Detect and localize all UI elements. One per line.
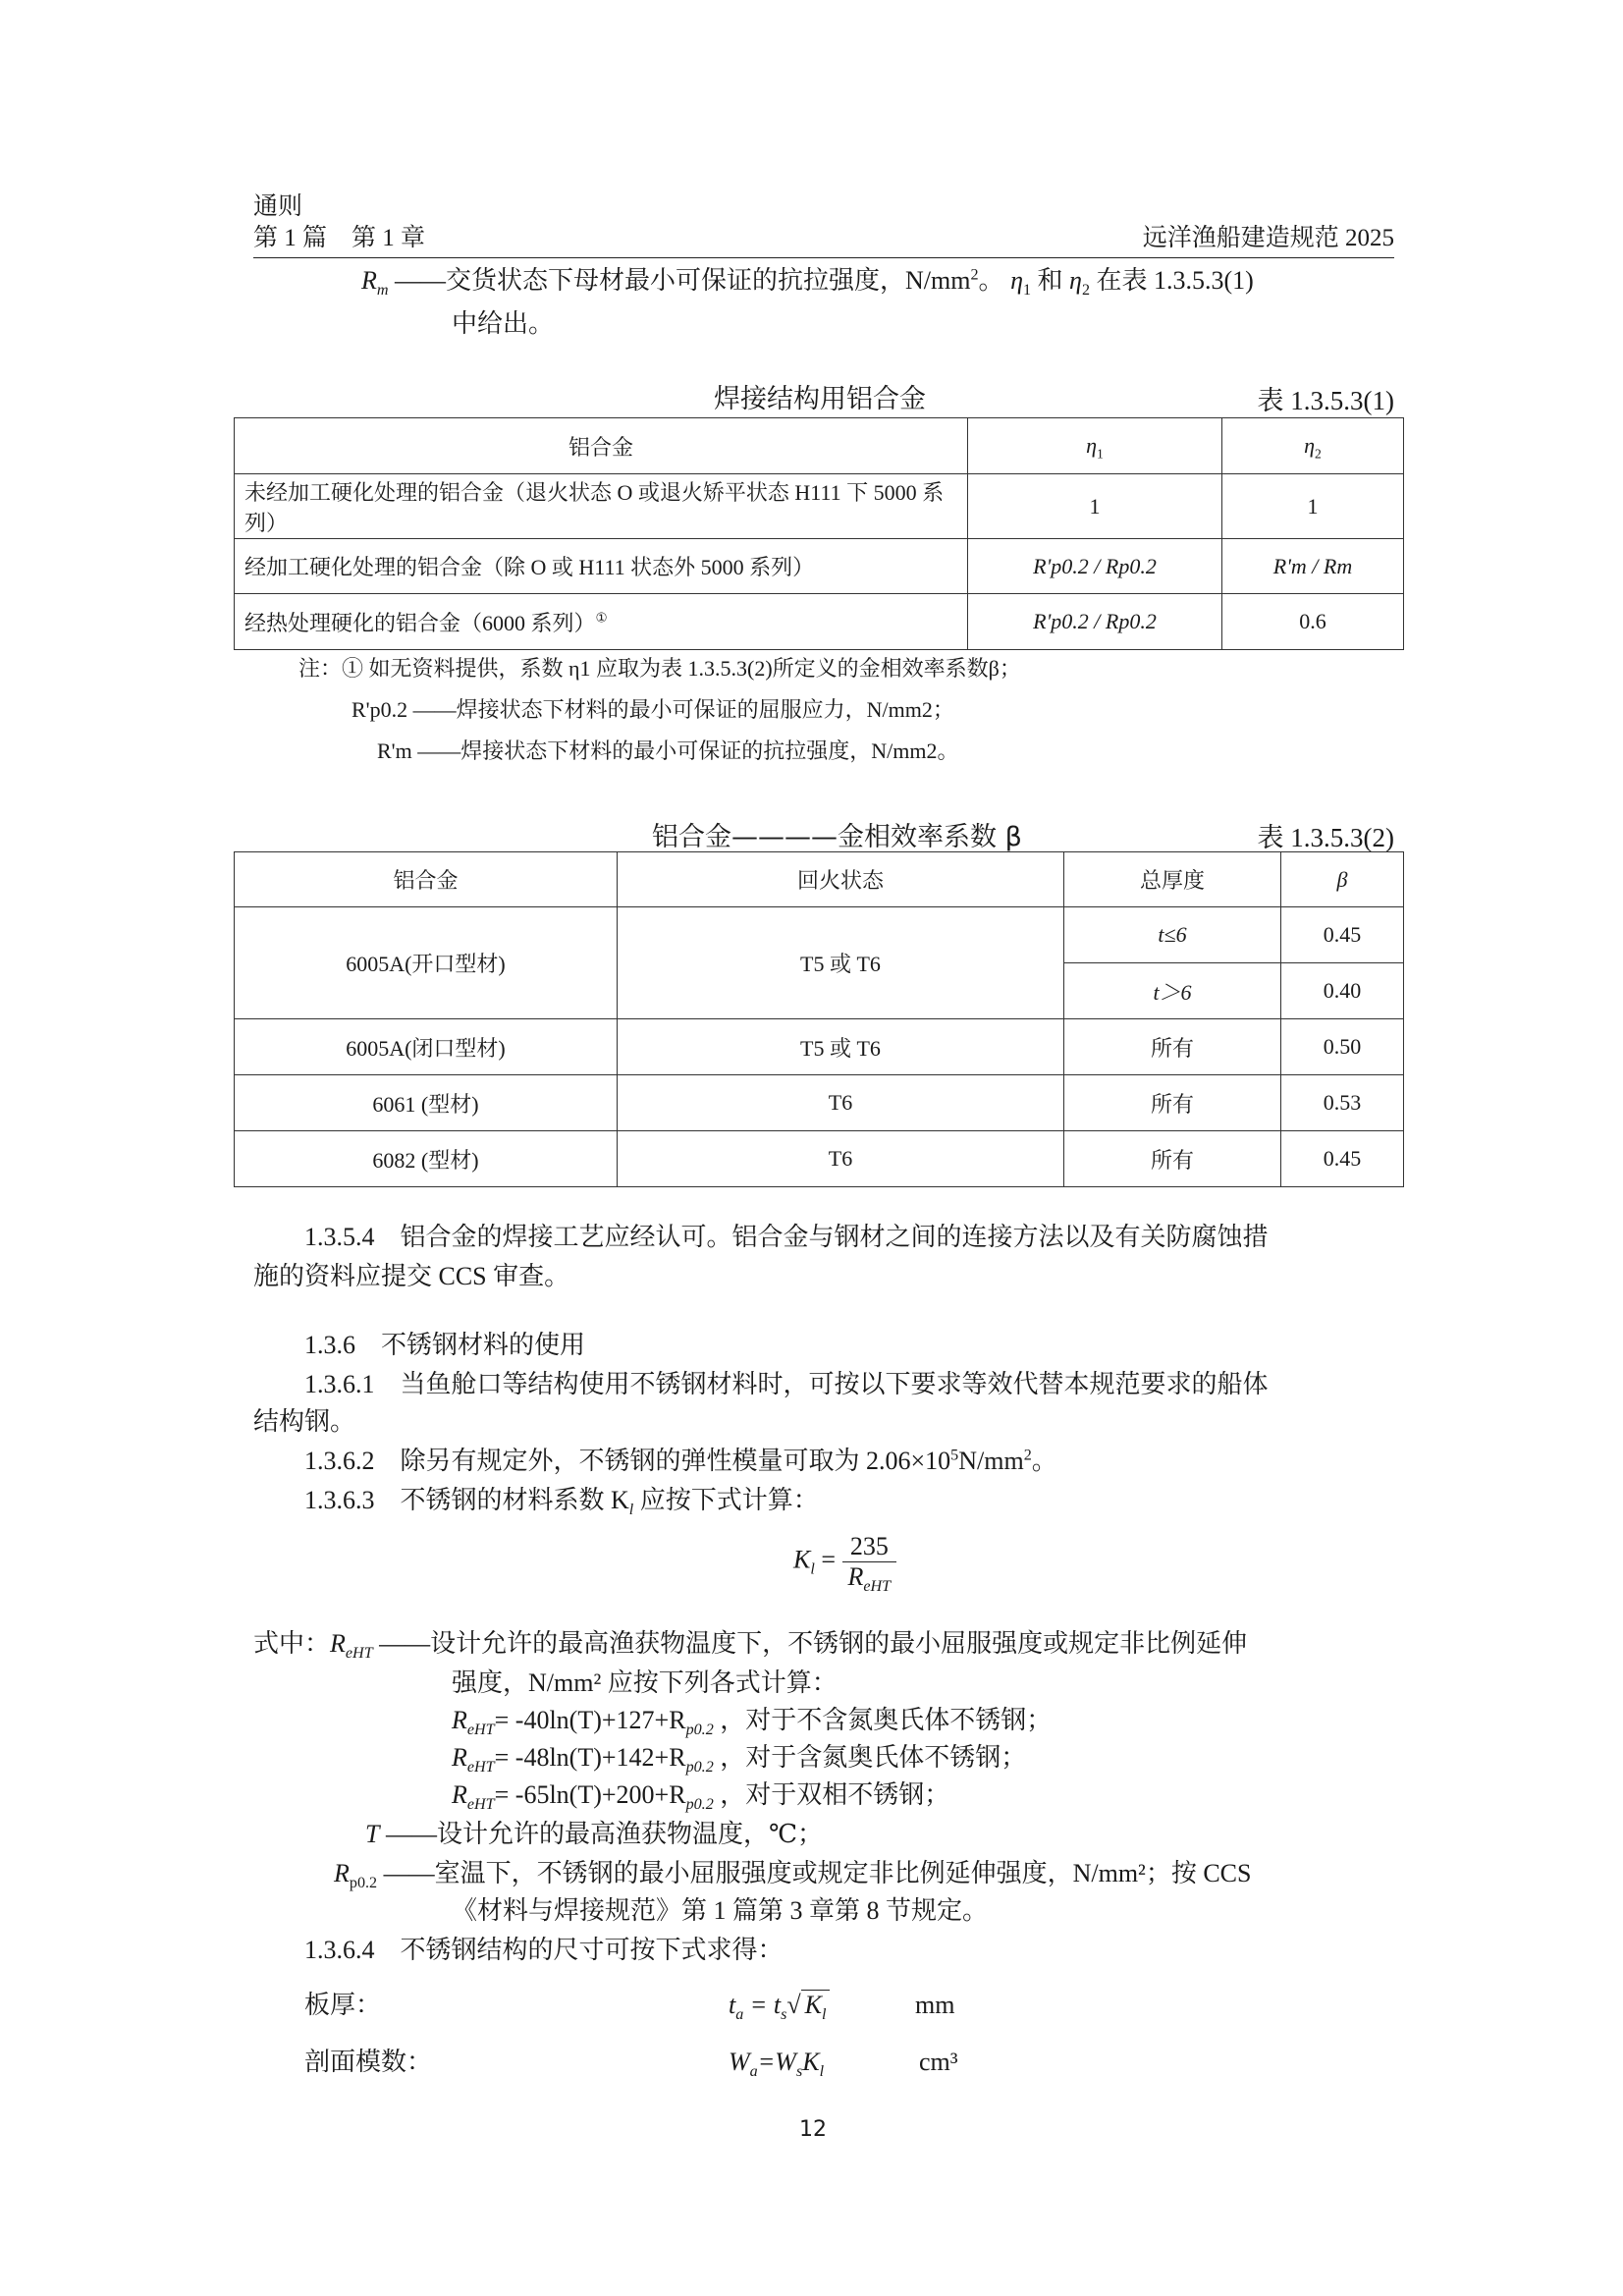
section-1-3-5-4-line2: 施的资料应提交 CCS 审查。 <box>253 1262 570 1290</box>
table-header-row <box>235 418 1404 474</box>
where-reht-line1: 式中：$R_{eHT}$ ——设计允许的最高渔获物温度下，不锈钢的最小屈服强度或规定非比例延伸 <box>253 1629 1248 1663</box>
row-beta: 0.53 <box>1281 1075 1404 1131</box>
table1-note-3: R'm ——焊接状态下材料的最小可保证的抗拉强度，N/mm2。 <box>377 738 959 763</box>
section-modulus-unit: cm³ <box>919 2048 958 2076</box>
table-row <box>235 907 1404 963</box>
section-1-3-6-1-line1: 1.3.6.1 当鱼舱口等结构使用不锈钢材料时，可按以下要求等效代替本规范要求的船体 <box>304 1370 1269 1398</box>
table-welded-aluminium <box>234 417 1404 650</box>
row-name: 经热处理硬化的铝合金（6000 系列）① <box>235 594 968 650</box>
table-row <box>235 1131 1404 1187</box>
row-eta2: R'm / Rm <box>1222 539 1404 594</box>
header-cell: 总厚度 <box>1064 852 1281 907</box>
formula-fraction: $\frac{235}{R_{eHT}}$ <box>842 1532 897 1592</box>
table-row <box>235 1019 1404 1075</box>
row-temper: T5 或 T6 <box>618 907 1064 1019</box>
header-cell-eta1: $\eta_1$ <box>968 418 1222 474</box>
header-cell: 铝合金 <box>235 852 618 907</box>
book-title: 远洋渔船建造规范 2025 <box>1142 225 1394 251</box>
part-label: 通则 <box>253 193 303 220</box>
where-t: T ——设计允许的最高渔获物温度，℃； <box>365 1820 824 1848</box>
header-cell: 回火状态 <box>618 852 1064 907</box>
equation-row: $R_{eHT}= -40\ln(T)+127+R_{p0.2}$ ，对于不含氮奥氏体不锈钢； <box>452 1706 1053 1739</box>
section-modulus-formula: $W_a=W_sK_l$ <box>729 2048 825 2081</box>
table-row <box>235 594 1404 650</box>
table-row <box>235 1075 1404 1131</box>
row-name: 经加工硬化处理的铝合金（除 O 或 H111 状态外 5000 系列） <box>235 539 968 594</box>
row-alloy: 6005A(开口型材) <box>235 907 618 1019</box>
equation-row: $R_{eHT}= -48\ln(T)+142+R_{p0.2}$ ，对于含氮奥氏体不锈钢； <box>452 1743 1027 1777</box>
intro-line2: 中给出。 <box>452 309 555 338</box>
row-thickness: t＞6 <box>1064 963 1281 1019</box>
page-number: 12 <box>799 2117 827 2142</box>
table1-note-1: 注：① 如无资料提供，系数 η1 应取为表 1.3.5.3(2)所定义的金相效率系数β； <box>298 656 1021 681</box>
section-modulus-label: 剖面模数： <box>304 2048 433 2076</box>
table2-title: 铝合金————金相效率系数 β <box>652 822 1022 852</box>
section-1-3-6-1-line2: 结构钢。 <box>253 1407 356 1436</box>
table2-number: 表 1.3.5.3(2) <box>1257 823 1394 852</box>
table-row <box>235 539 1404 594</box>
row-alloy: 6082 (型材) <box>235 1131 618 1187</box>
table1-title: 焊接结构用铝合金 <box>714 384 926 414</box>
row-eta1: R'p0.2 / Rp0.2 <box>968 539 1222 594</box>
formula-kl: $K_l$ = $\frac{235}{R_{eHT}}$ <box>793 1532 896 1592</box>
row-eta2: 0.6 <box>1222 594 1404 650</box>
chapter-label: 第 1 篇 第 1 章 <box>253 225 426 251</box>
section-1-3-6-4: 1.3.6.4 不锈钢结构的尺寸可按下式求得： <box>304 1936 784 1964</box>
plate-thickness-formula: $t_a = t_s√$ $K_l$ <box>729 1988 830 2023</box>
section-1-3-6-3: 1.3.6.3 不锈钢的材料系数 $K_l$ 应按下式计算： <box>304 1486 819 1519</box>
intro-paragraph: $R_m$ ——交货状态下母材最小可保证的抗拉强度，$N/mm^2$。 $\eta_1$ 和 $\eta_2$ 在表 1.3.5.3(1) <box>361 266 1254 300</box>
row-alloy: 6005A(闭口型材) <box>235 1019 618 1075</box>
header-rule <box>253 257 1394 258</box>
row-eta2: 1 <box>1222 474 1404 539</box>
table-metallographic-efficiency <box>234 851 1404 1187</box>
row-beta: 0.45 <box>1281 907 1404 963</box>
header-cell: β <box>1281 852 1404 907</box>
table1-number: 表 1.3.5.3(1) <box>1257 386 1394 415</box>
header-cell-eta2: $\eta_2$ <box>1222 418 1404 474</box>
plate-thickness-unit: mm <box>915 1991 955 2019</box>
row-alloy: 6061 (型材) <box>235 1075 618 1131</box>
row-thickness: 所有 <box>1064 1075 1281 1131</box>
row-temper: T6 <box>618 1075 1064 1131</box>
where-rp-line2: 《材料与焊接规范》第 1 篇第 3 章第 8 节规定。 <box>452 1896 989 1925</box>
section-1-3-6-2: 1.3.6.2 除另有规定外，不锈钢的弹性模量可取为 $2.06\times 10^5N/mm^2$。 <box>304 1447 1057 1475</box>
row-thickness: 所有 <box>1064 1019 1281 1075</box>
equation-row: $R_{eHT}= -65\ln(T)+200+R_{p0.2}$ ，对于双相不锈钢； <box>452 1780 950 1814</box>
section-1-3-6-heading: 1.3.6 不锈钢材料的使用 <box>304 1331 586 1359</box>
row-thickness: t≤6 <box>1064 907 1281 963</box>
where-reht-line2: 强度，N/mm² 应按下列各式计算： <box>452 1668 838 1697</box>
row-thickness: 所有 <box>1064 1131 1281 1187</box>
section-1-3-5-4-line1: 1.3.5.4 铝合金的焊接工艺应经认可。铝合金与钢材之间的连接方法以及有关防腐蚀措 <box>304 1223 1269 1251</box>
table-header-row <box>235 852 1404 907</box>
header-cell: 铝合金 <box>235 418 968 474</box>
row-eta1: 1 <box>968 474 1222 539</box>
table-row <box>235 474 1404 539</box>
plate-thickness-label: 板厚： <box>304 1991 382 2019</box>
where-rp-line1: $R_{p0.2}$ ——室温下，不锈钢的最小屈服强度或规定非比例延伸强度，N/mm²；按 CCS <box>334 1859 1252 1892</box>
row-beta: 0.45 <box>1281 1131 1404 1187</box>
row-beta: 0.40 <box>1281 963 1404 1019</box>
row-temper: T6 <box>618 1131 1064 1187</box>
row-beta: 0.50 <box>1281 1019 1404 1075</box>
row-eta1: R'p0.2 / Rp0.2 <box>968 594 1222 650</box>
row-temper: T5 或 T6 <box>618 1019 1064 1075</box>
row-name: 未经加工硬化处理的铝合金（退火状态 O 或退火矫平状态 H111 下 5000 系列） <box>235 474 968 539</box>
table1-note-2: R'p0.2 ——焊接状态下材料的最小可保证的屈服应力，N/mm2； <box>352 697 954 722</box>
